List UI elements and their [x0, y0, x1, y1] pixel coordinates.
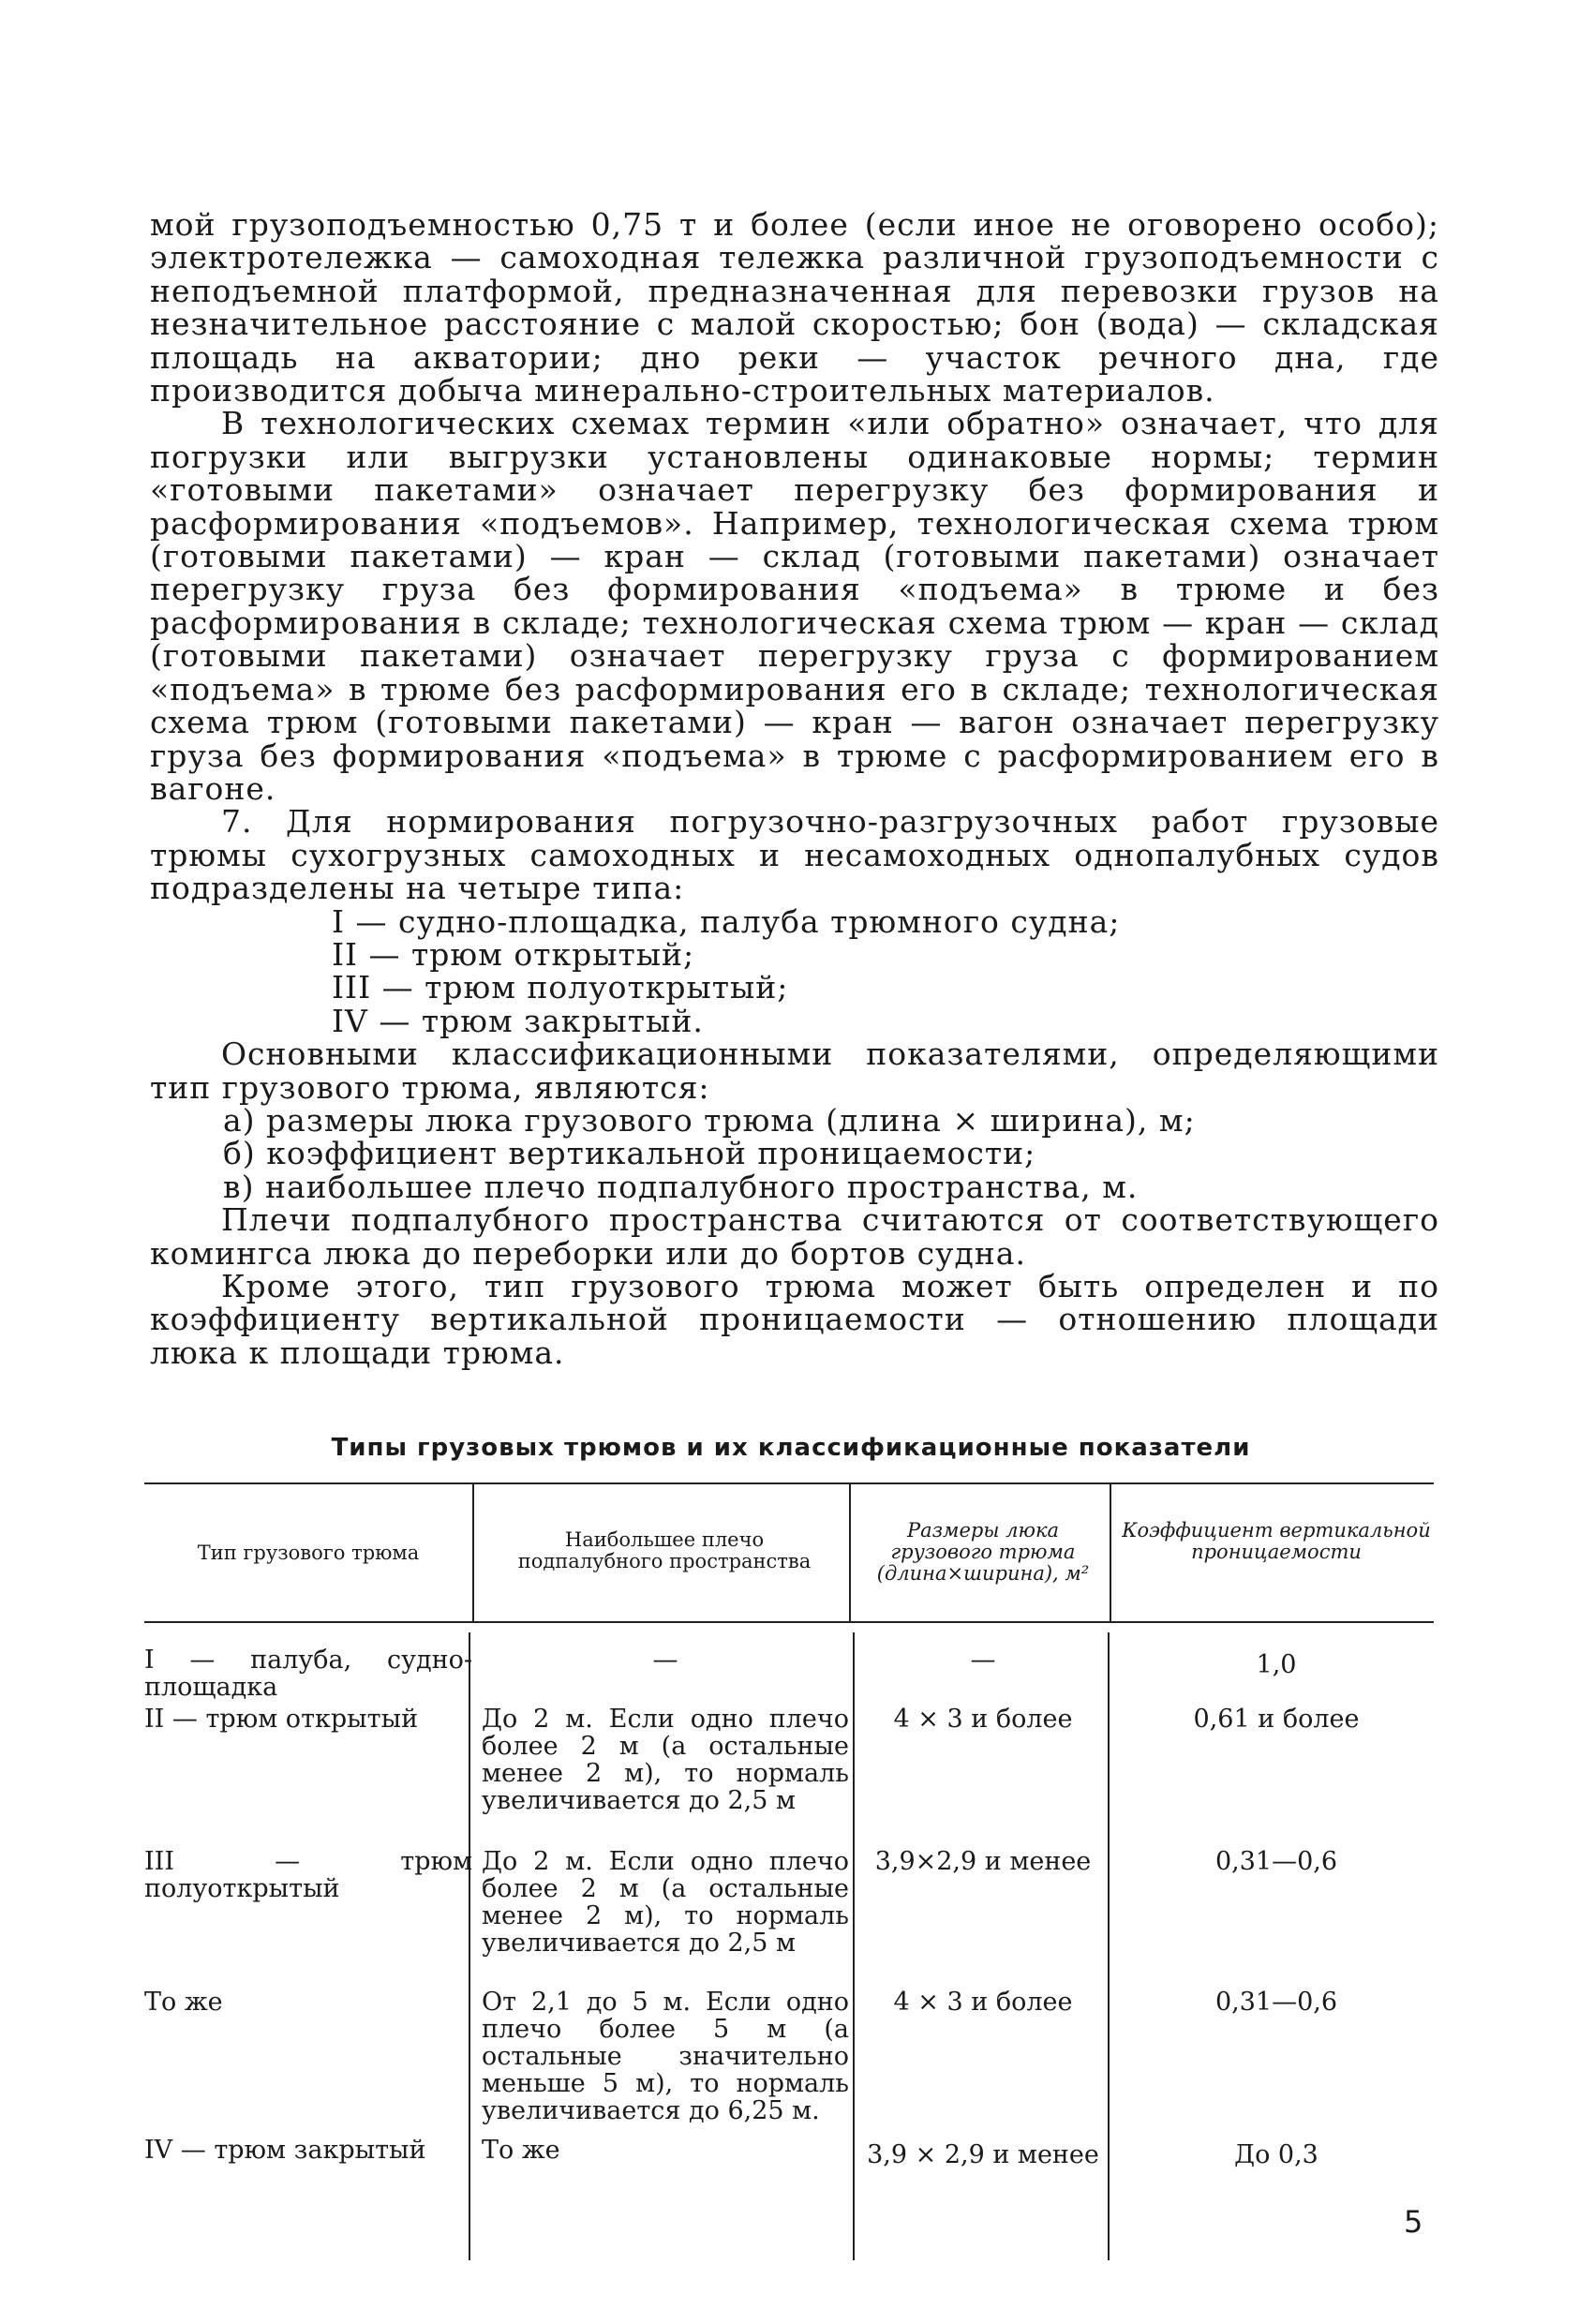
header-permeability: Коэффициент вертикальной проницаемости [1122, 1519, 1431, 1563]
paragraph-arms: Плечи подпалубного пространства считаются от соответствующего комингса люка до переборки или до бортов судна. [150, 1201, 1439, 1272]
paragraph-definitions: мой грузоподъемностью 0,75 т и более (если иное не оговорено особо); электротележка — самоходная тележка различной грузоподъемности с неподъемной платформой, предназначенная для перевозки грузов на незначительное расстояние с малой скоростью; бон (вода) — складская площадь на акватории; дно реки — участок речного дна, где производится добыча минерально-строительных материалов. [150, 206, 1439, 410]
table-cell-coef: До 0,3 [1234, 2140, 1318, 2169]
column-divider [853, 1632, 855, 2260]
column-divider [472, 1482, 474, 1621]
table-cell-coef: 1,0 [1256, 1650, 1297, 1679]
table-cell-coef: 0,61 и более [1193, 1705, 1360, 1734]
table-title: Типы грузовых трюмов и их классификационные показатели [331, 1434, 1251, 1462]
table-cell-arm: То же [482, 2136, 560, 2165]
table-cell-type: I — палуба, судно-площадка [144, 1646, 472, 1702]
table-cell-size: 4 × 3 и более [893, 1705, 1073, 1734]
column-divider [1110, 1482, 1111, 1621]
table-cell-size: 4 × 3 и более [893, 1988, 1073, 2017]
table-cell-size: — [970, 1646, 996, 1675]
page-number: 5 [1404, 2204, 1423, 2240]
table-cell-arm: — [652, 1646, 678, 1675]
table-cell-arm: От 2,1 до 5 м. Если одно плечо более 5 м (а остальные значительно меньше 5 м), то нормаль увеличивается до 6,25 м. [482, 1988, 849, 2125]
paragraph-indicators-intro: Основными классификационными показателями, определяющими тип грузового трюма, являются: [150, 1035, 1439, 1106]
table-cell-type: II — трюм открытый [144, 1705, 419, 1734]
paragraph-technological-schemes: В технологических схемах термин «или обратно» означает, что для погрузки или выгрузки установлены одинаковые нормы; термин «готовыми пакетами» означает перегрузку без формирования и расформирования «подъемов». Например, технологическая схема трюм (готовыми пакетами) — кран — склад (готовыми пакетами) означает перегрузку груза без формирования «подъема» в трюме и без расформирования в складе; технологическая схема трюм — кран — склад (готовыми пакетами) означает перегрузку груза с формированием «подъема» в трюме без расформирования его в складе; технологическая схема трюм (готовыми пакетами) — кран — вагон означает перегрузку груза без формирования «подъема» в трюме с расформированием его в вагоне. [150, 405, 1439, 807]
table-cell-type: То же [144, 1988, 223, 2017]
indicator-item: б) коэффициент вертикальной проницаемости; [223, 1135, 1036, 1172]
paragraph-coefficient: Кроме этого, тип грузового трюма может быть определен и по коэффициенту вертикальной проницаемости — отношению площади люка к площади трюма. [150, 1268, 1439, 1371]
table-cell-arm: До 2 м. Если одно плечо более 2 м (а остальные менее 2 м), то нормаль увеличивается до 2,5 м [482, 1847, 849, 1958]
header-underdeck-arm: Наибольшее плечо подпалубного пространства [517, 1528, 812, 1572]
table-cell-type: IV — трюм закрытый [144, 2136, 426, 2165]
table-cell-size: 3,9×2,9 и менее [874, 1847, 1092, 1876]
body-text [150, 208, 1439, 1369]
column-divider [849, 1482, 851, 1621]
hold-type-item: II — трюм открытый; [332, 935, 695, 973]
table-cell-coef: 0,31—0,6 [1214, 1988, 1338, 2017]
table-cell-size: 3,9 × 2,9 и менее [867, 2140, 1099, 2169]
header-hatch-size: Размеры люка грузового трюма (длина×ширина), м² [876, 1519, 1090, 1585]
table-cell-type: III — трюм полуоткрытый [144, 1847, 472, 1903]
table-cell-coef: 0,31—0,6 [1214, 1847, 1338, 1876]
header-hold-type: Тип грузового трюма [197, 1542, 420, 1564]
hold-type-item: III — трюм полуоткрытый; [332, 969, 789, 1006]
paragraph-hold-classification: 7. Для нормирования погрузочно-разгрузочных работ грузовые трюмы сухогрузных самоходных и несамоходных однопалубных судов подразделены на четыре типа: [150, 803, 1439, 907]
table-top-rule [144, 1482, 1434, 1484]
table-header-rule [144, 1621, 1434, 1623]
holds-table [144, 1482, 1434, 2260]
hold-type-item: I — судно-площадка, палуба трюмного судна; [332, 902, 1121, 940]
table-cell-arm: До 2 м. Если одно плечо более 2 м (а остальные менее 2 м), то нормаль увеличивается до 2,5 м [482, 1705, 849, 1815]
indicator-item: а) размеры люка грузового трюма (длина × ширина), м; [223, 1101, 1196, 1139]
hold-type-item: IV — трюм закрытый. [332, 1002, 704, 1039]
indicator-item: в) наибольшее плечо подпалубного пространства, м. [223, 1168, 1139, 1205]
